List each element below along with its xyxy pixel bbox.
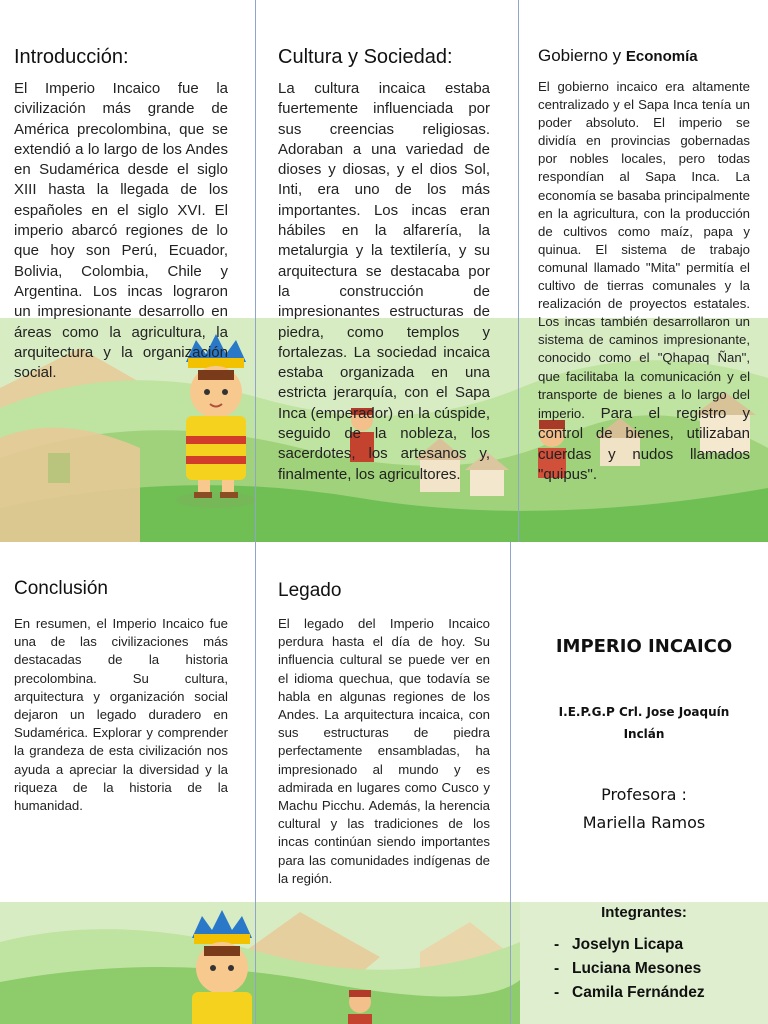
- section-text-main: El gobierno incaico era altamente centralizado y el Sapa Inca tenía un poder absoluto. El imperio se dividía en provincias gobernadas por nobles locales, pero todas respondían al Sapa Inca. La economía se basaba principalmente en la agricultura, con la producción de cultivos como maíz, papa y quinua. El sistema de trabajo comunal llamado "Mita" permitía el cultivo de tierras comunales y la realización de proyectos estatales. Los incas también desarrollaron un sistema de caminos impresionante, conocido como el "Qhapaq Ñan", que facilitaba la comunicación y el transporte de bienes a lo largo del imperio.: [538, 79, 750, 421]
- member-name: Camila Fernández: [572, 984, 705, 1001]
- terrace-left: [0, 428, 140, 542]
- section-title-part: Economía: [625, 48, 698, 65]
- inca-character-icon: [192, 910, 252, 1024]
- teacher-name: Mariella Ramos: [582, 813, 706, 832]
- fold-line: [518, 0, 519, 542]
- section-text: El Imperio Incaico fue la civilización más grande de América precolombina, que se extendió a lo largo de los Andes en Sudamérica desde el siglo XIII hasta la llegada de los españoles en el siglo XVI. El imperio abarcó regiones de lo que hoy son Perú, Ecuador, Bolivia, Colombia, Chile y Argentina. Los incas lograron un impresionante desarrollo en áreas como la agricultura, la arquitectura y la organización social.: [14, 80, 228, 382]
- teacher-label: Profesora :: [601, 785, 687, 804]
- government-section: [538, 46, 750, 486]
- members-list: [520, 904, 768, 1005]
- fold-line: [255, 0, 256, 542]
- legacy-section: [278, 580, 490, 888]
- teacher-block: [520, 781, 768, 837]
- school-name: I.E.P.G.P Crl. Jose Joaquín Inclán: [558, 705, 730, 741]
- member-item: - Camila Fernández: [554, 984, 705, 1001]
- member-name: Joselyn Licapa: [572, 936, 684, 953]
- section-title: Introducción:: [14, 46, 129, 68]
- section-title: Conclusión: [14, 578, 108, 599]
- section-text: El legado del Imperio Incaico perdura hasta el día de hoy. Su influencia cultural se puede ver en el idioma quechua, que todavía se habla en algunas regiones de los Andes. La arquitectura incaica, con sus estructuras de piedra perfectamente ensambladas, ha impresionado al mundo y es admirada en lugares como Cusco y Machu Picchu. Además, la herencia cultural y las tradiciones de los incas continúan siendo importantes para las comunidades indígenas de la región.: [278, 616, 490, 886]
- fold-line: [510, 542, 511, 1024]
- section-text-large: Para el registro y control de bienes, utilizaban cuerdas y nudos llamados "quipus".: [538, 404, 750, 484]
- stone-block-icon: [48, 453, 70, 483]
- culture-section: [278, 46, 490, 485]
- section-text: En resumen, el Imperio Incaico fue una de las civilizaciones más destacadas de la historia precolombina. Su cultura, arquitectura y organización social dejaron un legado duradero en Sudamérica. Explorar y comprender la grandeza de esta civilización nos ayuda a apreciar la diversidad y la riqueza de la historia de la humanidad.: [14, 616, 228, 814]
- section-title: Cultura y Sociedad:: [278, 46, 453, 68]
- conclusion-section: [14, 578, 228, 815]
- member-item: - Joselyn Licapa: [554, 936, 684, 953]
- section-title: [538, 46, 750, 66]
- fold-line: [255, 542, 256, 1024]
- members-title: Integrantes:: [601, 904, 687, 921]
- cover-title: IMPERIO INCAICO: [555, 636, 733, 657]
- section-text: [538, 78, 750, 486]
- inca-villager-icon: [348, 990, 372, 1024]
- cover-panel: [520, 636, 768, 837]
- introduction-section: [14, 46, 228, 383]
- member-item: - Luciana Mesones: [554, 960, 702, 977]
- section-title: Legado: [278, 580, 342, 601]
- section-title-part: Gobierno y: [538, 46, 622, 65]
- section-text: La cultura incaica estaba fuertemente influenciada por sus creencias religiosas. Adoraban a una variedad de dioses y diosas, y el dios Sol, Inti, era uno de los más importantes. Los incas eran hábiles en la alfarería, la metalurgia y la textilería, y su arquitectura se destacaba por la construcción de impresionantes estructuras de piedra, como templos y fortalezas. La sociedad incaica estaba organizada en una estricta jerarquía, con el Sapa Inca (emperador) en la cúspide, seguido de la nobleza, los sacerdotes, los artesanos y, finalmente, los agricultores.: [278, 80, 490, 483]
- member-name: Luciana Mesones: [572, 960, 702, 977]
- brochure-outside-page: [0, 542, 768, 1024]
